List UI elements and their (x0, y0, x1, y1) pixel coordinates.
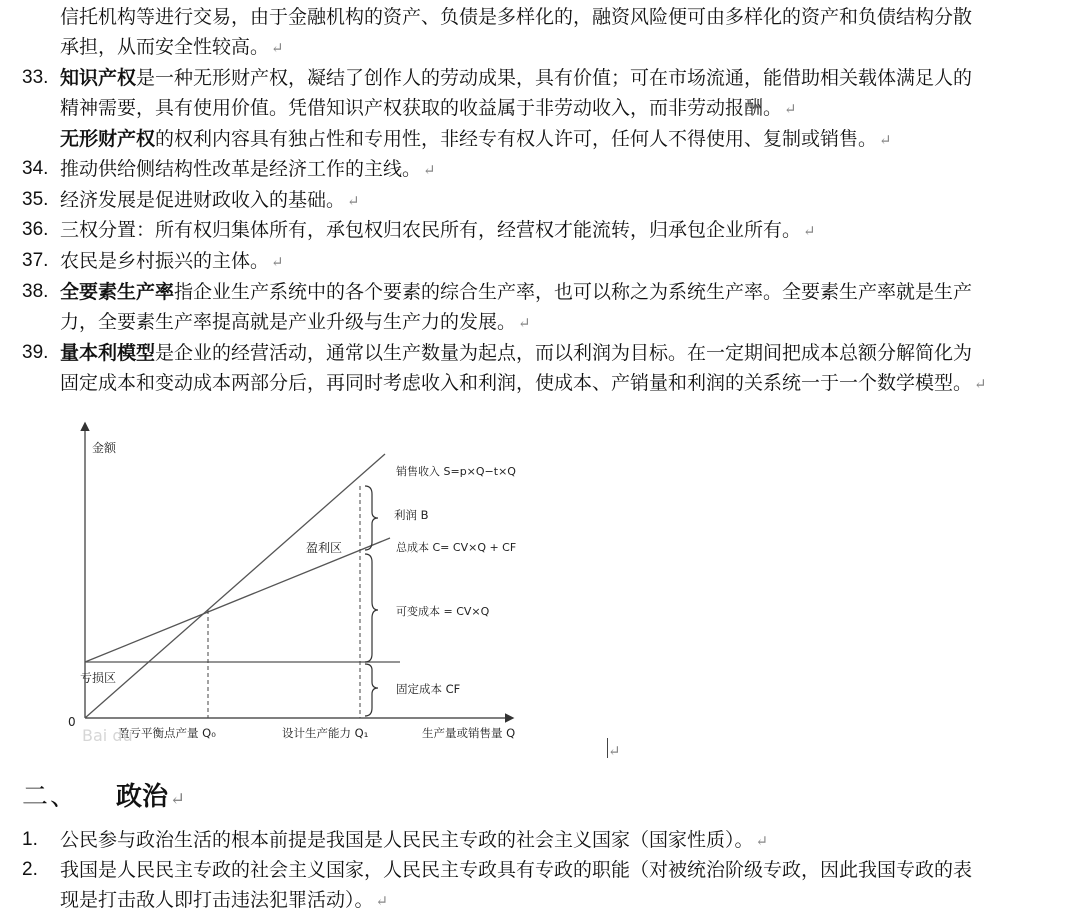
line-text: 力，全要素生产率提高就是产业升级与生产力的发展。 (60, 311, 517, 333)
paragraph-mark-icon: ↵ (879, 131, 892, 149)
line-text: 我国是人民民主专政的社会主义国家，人民民主专政具有专政的职能（对被统治阶级专政，因此我国专政的表 (60, 859, 973, 881)
line-text: 经济发展是促进财政收入的基础。 (60, 189, 346, 211)
total-cost-line (85, 538, 390, 662)
line-text: 精神需要，具有使用价值。凭借知识产权获取的收益属于非劳动收入，而非劳动报酬。 (60, 97, 783, 119)
line-text: 农民是乡村振兴的主体。 (60, 250, 270, 272)
item-number: 38. (22, 281, 49, 302)
revenue-label: 销售收入 S=p×Q−t×Q (396, 465, 516, 478)
paragraph-mark-icon: ↵ (375, 892, 389, 910)
cost-volume-profit-diagram (60, 418, 540, 748)
paragraph-mark-icon: ↵ (347, 192, 360, 210)
total-cost-label: 总成本 C= CV×Q + CF (396, 541, 517, 554)
fixed-cost-brace (365, 664, 378, 716)
line-text: 承担，从而安全性较高。 (60, 36, 270, 58)
fixed-cost-label: 固定成本 CF (396, 682, 461, 696)
keyword: 量本利模型 (60, 342, 156, 364)
profit-brace (365, 486, 378, 550)
paragraph-mark-icon: ↵ (423, 161, 436, 179)
capacity-label: 设计生产能力 Q₁ (282, 726, 369, 740)
revenue-line (85, 454, 385, 718)
paragraph-mark-icon: ↵ (784, 100, 797, 118)
variable-cost-label: 可变成本 = CV×Q (396, 605, 490, 618)
paragraph-mark-icon: ↵ (518, 314, 531, 332)
section-title: 政治 (116, 782, 169, 812)
watermark: Bai du (82, 726, 133, 745)
item-number: 2. (22, 859, 38, 880)
y-axis-label: 金额 (92, 441, 117, 455)
item-number: 34. (22, 158, 49, 179)
line-text: 推动供给侧结构性改革是经济工作的主线。 (60, 158, 422, 180)
line-text: 是企业的经营活动，通常以生产数量为起点，而以利润为目标。在一定期间把成本总额分解简化为 (155, 342, 973, 364)
line-text: 指企业生产系统中的各个要素的综合生产率，也可以称之为系统生产率。全要素生产率就是生产 (174, 281, 973, 303)
paragraph-mark-icon: ↵ (974, 375, 987, 393)
line-text: 三权分置：所有权归集体所有，承包权归农民所有，经营权才能流转，归承包企业所有。 (60, 219, 802, 241)
item-number: 35. (22, 189, 49, 210)
paragraph-mark-icon: ↵ (803, 222, 816, 240)
section-number: 二、 (22, 782, 79, 812)
x-axis-label: 生产量或销售量 Q (422, 726, 516, 740)
variable-cost-brace (365, 554, 378, 662)
item-number: 1. (22, 829, 38, 850)
loss-zone-label: 亏损区 (80, 671, 117, 685)
keyword: 知识产权 (60, 67, 137, 89)
keyword: 无形财产权 (60, 128, 156, 150)
keyword: 全要素生产率 (60, 281, 175, 303)
paragraph-mark-icon: ↵ (608, 742, 621, 760)
item-number: 33. (22, 67, 49, 88)
paragraph-mark-icon: ↵ (170, 789, 186, 810)
line-text: 公民参与政治生活的根本前提是我国是人民民主专政的社会主义国家（国家性质）。 (60, 829, 754, 851)
item-number: 37. (22, 250, 49, 271)
line-text: 现是打击敌人即打击违法犯罪活动）。 (60, 889, 374, 911)
breakeven-label: 盈亏平衡点产量 Q₀ (118, 726, 216, 740)
line-text: 信托机构等进行交易，由于金融机构的资产、负债是多样化的，融资风险便可由多样化的资产和负债结构分散 (60, 6, 973, 28)
item-number: 39. (22, 342, 49, 363)
paragraph-mark-icon: ↵ (271, 253, 284, 271)
line-text: 是一种无形财产权，凝结了创作人的劳动成果，具有价值；可在市场流通，能借助相关载体满足人的 (136, 67, 973, 89)
profit-label: 利润 B (394, 508, 429, 522)
profit-zone-label: 盈利区 (306, 541, 343, 555)
origin-label: 0 (68, 715, 76, 729)
paragraph-mark-icon: ↵ (755, 832, 769, 850)
paragraph-mark-icon: ↵ (271, 39, 284, 57)
item-number: 36. (22, 219, 49, 240)
line-text: 固定成本和变动成本两部分后，再同时考虑收入和利润，使成本、产销量和利润的关系统一于一个数学模型。 (60, 372, 973, 394)
section-heading (22, 782, 185, 815)
line-text: 的权利内容具有独占性和专用性，非经专有权人许可，任何人不得使用、复制或销售。 (155, 128, 878, 150)
